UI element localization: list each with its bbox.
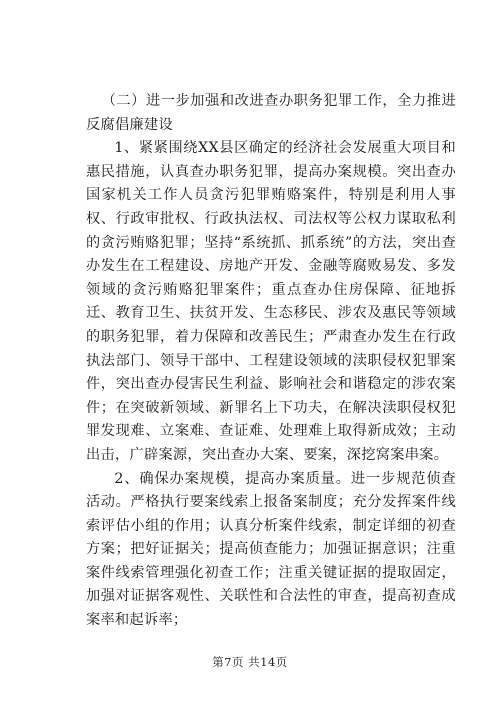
page-number-footer: 第7页 共14页 — [212, 655, 288, 669]
document-body — [86, 90, 456, 633]
paragraph-1: 1、紧紧围绕XX县区确定的经济社会发展重大项目和惠民措施，认真查办职务犯罪，提高办案规模。突出查办国家机关工作人员贪污犯罪贿赂案件，特别是利用人事权、行政审批权、行政执法权、司法权等公权力谋取私利的贪污贿赂犯罪；坚持“系统抓、抓系统”的方法，突出查办发生在工程建设、房地产开发、金融等腐败易发、多发领域的贪污贿赂犯罪案件；重点查办住房保障、征地拆迁、教育卫生、扶贫开发、生态移民、涉农及惠民等领域的职务犯罪，着力保障和改善民生；严肃查办发生在行政执法部门、领导干部中、工程建设领域的渎职侵权犯罪案件，突出查办侵害民生利益、影响社会和谐稳定的涉农案件；在突破新领域、新罪名上下功夫，在解决渎职侵权犯罪发现难、立案难、查证难、处理难上取得新成效；主动出击，广辟案源，突出查办大案、要案，深挖窝案串案。 — [86, 140, 456, 463]
section-heading: （二）进一步加强和改进查办职务犯罪工作，全力推进反腐倡廉建设 — [86, 93, 456, 133]
paragraph-2: 2、确保办案规模，提高办案质量。进一步规范侦查活动。严格执行要案线索上报备案制度；充分发挥案件线索评估小组的作用；认真分析案件线索，制定详细的初查方案；把好证据关；提高侦查能力；加强证据意识；注重案件线索管理强化初查工作；注重关键证据的提取固定，加强对证据客观性、关联性和合法性的审查，提高初查成案率和起诉率； — [86, 470, 456, 629]
